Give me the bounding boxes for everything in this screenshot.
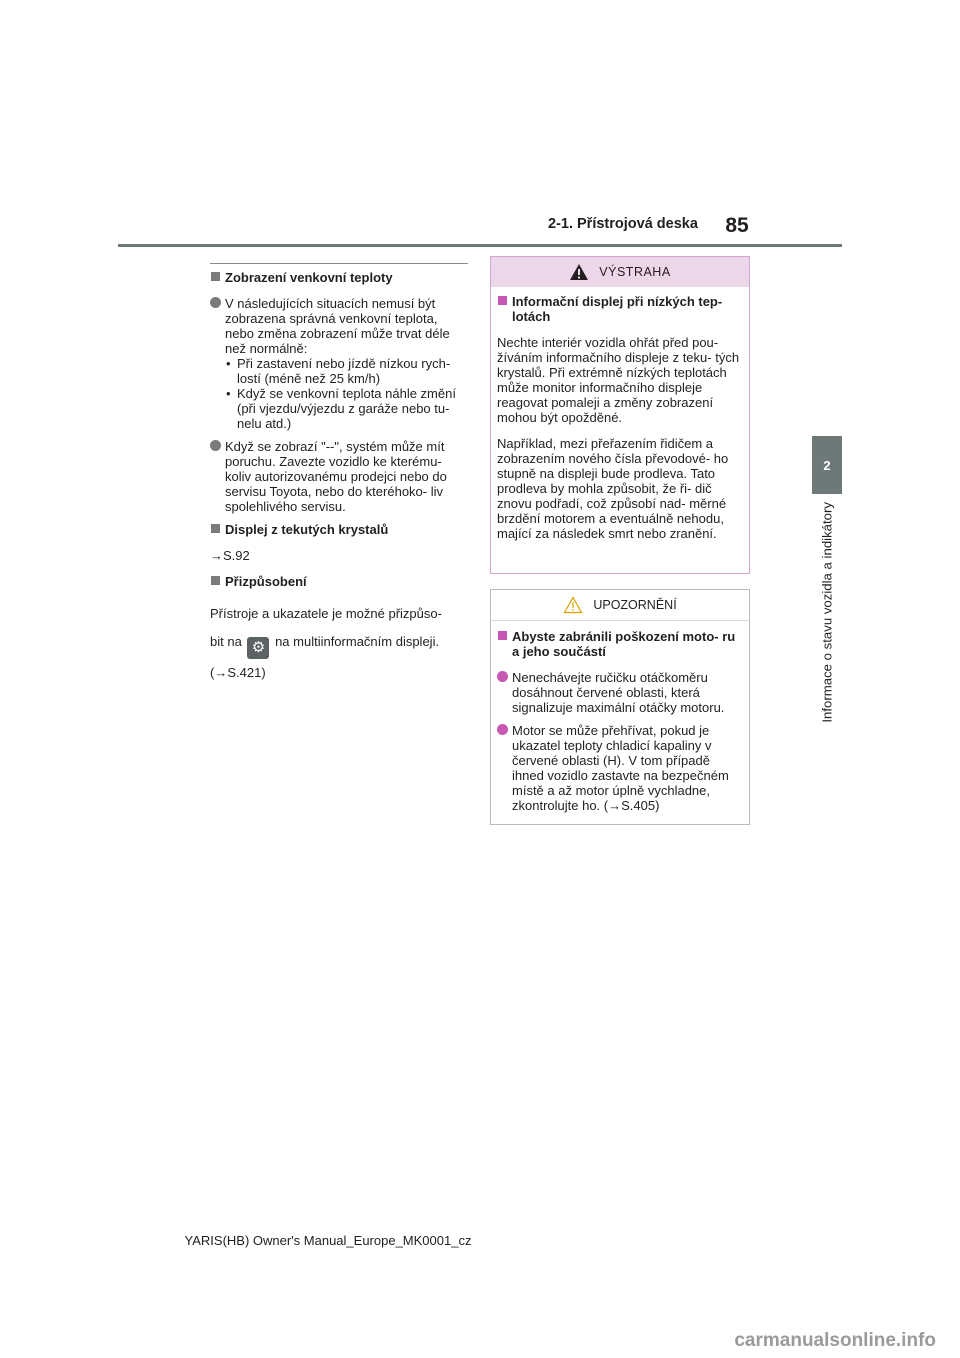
- round-bullet-icon: [210, 297, 221, 308]
- bullet-malfunction: Když se zobrazí "--", systém může mít poruchu. Zavezte vozidlo ke kterému- koliv autorizovanému prodejci nebo do servisu Toyota, nebo do kteréhoko- liv spolehlivého servisu.: [210, 439, 468, 514]
- warning-heading: Informační displej při nízkých tep- lotách: [497, 294, 743, 324]
- square-bullet-icon: [211, 272, 220, 281]
- heading-outside-temp: Zobrazení venkovní teploty: [210, 270, 468, 285]
- caution-bullet: Motor se může přehřívat, pokud je ukazatel teploty chladicí kapaliny v červené oblasti (H). V tom případě ihned vozidlo zastavte na bezpečném místě a až motor úplně vychladne, zkontrolujte ho. (→S.405): [497, 723, 743, 813]
- caution-triangle-icon: [563, 596, 583, 614]
- header-rule: [118, 244, 842, 247]
- watermark[interactable]: carmanualsonline.info: [734, 1330, 936, 1351]
- arrow-right-icon: →: [608, 798, 622, 813]
- chapter-title-text: Informace o stavu vozidla a indikátory: [819, 502, 835, 723]
- sub-item: • Při zastavení nebo jízdě nízkou rych- lostí (méně než 25 km/h): [226, 356, 451, 386]
- footer-text: YARIS(HB) Owner's Manual_Europe_MK0001_cz: [184, 1233, 472, 1248]
- arrow-right-icon: →: [210, 548, 223, 563]
- page-number: 85: [725, 214, 749, 237]
- square-bullet-icon: [211, 524, 220, 533]
- caution-bullet: Nenechávejte ručičku otáčkoměru dosáhnout červené oblasti, která signalizuje maximální otáčky motoru.: [497, 670, 743, 715]
- page-reference[interactable]: (→S.421): [210, 665, 266, 680]
- warning-paragraph: Například, mezi přeřazením řidičem a zobrazením nového čísla převodové- ho stupně na displeji bude prodleva. Tato prodleva by mohla způsobit, že ři- dič znovu podřadí, což způsobí nad- měrné brzdění motorem a eventuálně nehodu, mající za následek smrt nebo zranění.: [497, 436, 729, 541]
- caution-label: UPOZORNĚNÍ: [593, 597, 677, 612]
- chapter-tab[interactable]: 2: [812, 436, 842, 494]
- caution-heading: Abyste zabránili poškození moto- ru a jeho součástí: [497, 629, 743, 659]
- divider: [210, 263, 468, 264]
- sub-item: • Když se venkovní teplota náhle změní (při vjezdu/výjezdu z garáže nebo tu- nelu atd.): [226, 386, 456, 431]
- caution-header: [491, 590, 749, 621]
- round-bullet-icon: [497, 671, 508, 682]
- square-bullet-icon: [498, 296, 507, 305]
- round-bullet-icon: [497, 724, 508, 735]
- settings-gear-icon: ⚙: [247, 637, 269, 659]
- left-column: [210, 263, 468, 687]
- square-bullet-icon: [211, 576, 220, 585]
- heading-lcd: Displej z tekutých krystalů: [210, 522, 468, 537]
- caution-box: [490, 589, 750, 825]
- round-bullet-icon: [210, 440, 221, 451]
- chapter-title: [812, 502, 842, 762]
- warning-paragraph: Nechte interiér vozidla ohřát před pou- žíváním informačního displeje z teku- tých krystalů. Při extrémně nízkých teplotách může monitor informačního displeje reagovat pomaleji a změny zobrazení mohou být opožděné.: [497, 335, 740, 425]
- square-bullet-icon: [498, 631, 507, 640]
- section-title: 2-1. Přístrojová deska: [548, 216, 698, 232]
- warning-box: [490, 256, 750, 574]
- warning-triangle-icon: [569, 263, 589, 281]
- customization-text: Přístroje a ukazatele je možné přizpůso- bit na ⚙ na multiinformačním displeji. (→S.421): [210, 600, 468, 687]
- warning-header: [491, 257, 749, 287]
- bullet-temp-conditions: V následujících situacích nemusí být zobrazena správná venkovní teplota, nebo změna zobrazení může trvat déle než normálně: • Při zastavení nebo jízdě nízkou rych- lostí (méně než 25 km/h) • Když se venkovní teplota náhle změní (při vjezdu/výjezdu z garáže nebo tu- nelu atd.): [210, 296, 468, 431]
- page-reference[interactable]: S.405: [621, 798, 656, 813]
- page-reference[interactable]: →S.92: [210, 548, 250, 563]
- warning-label: VÝSTRAHA: [599, 264, 671, 279]
- arrow-right-icon: →: [214, 665, 228, 680]
- heading-customization: Přizpůsobení: [210, 574, 468, 589]
